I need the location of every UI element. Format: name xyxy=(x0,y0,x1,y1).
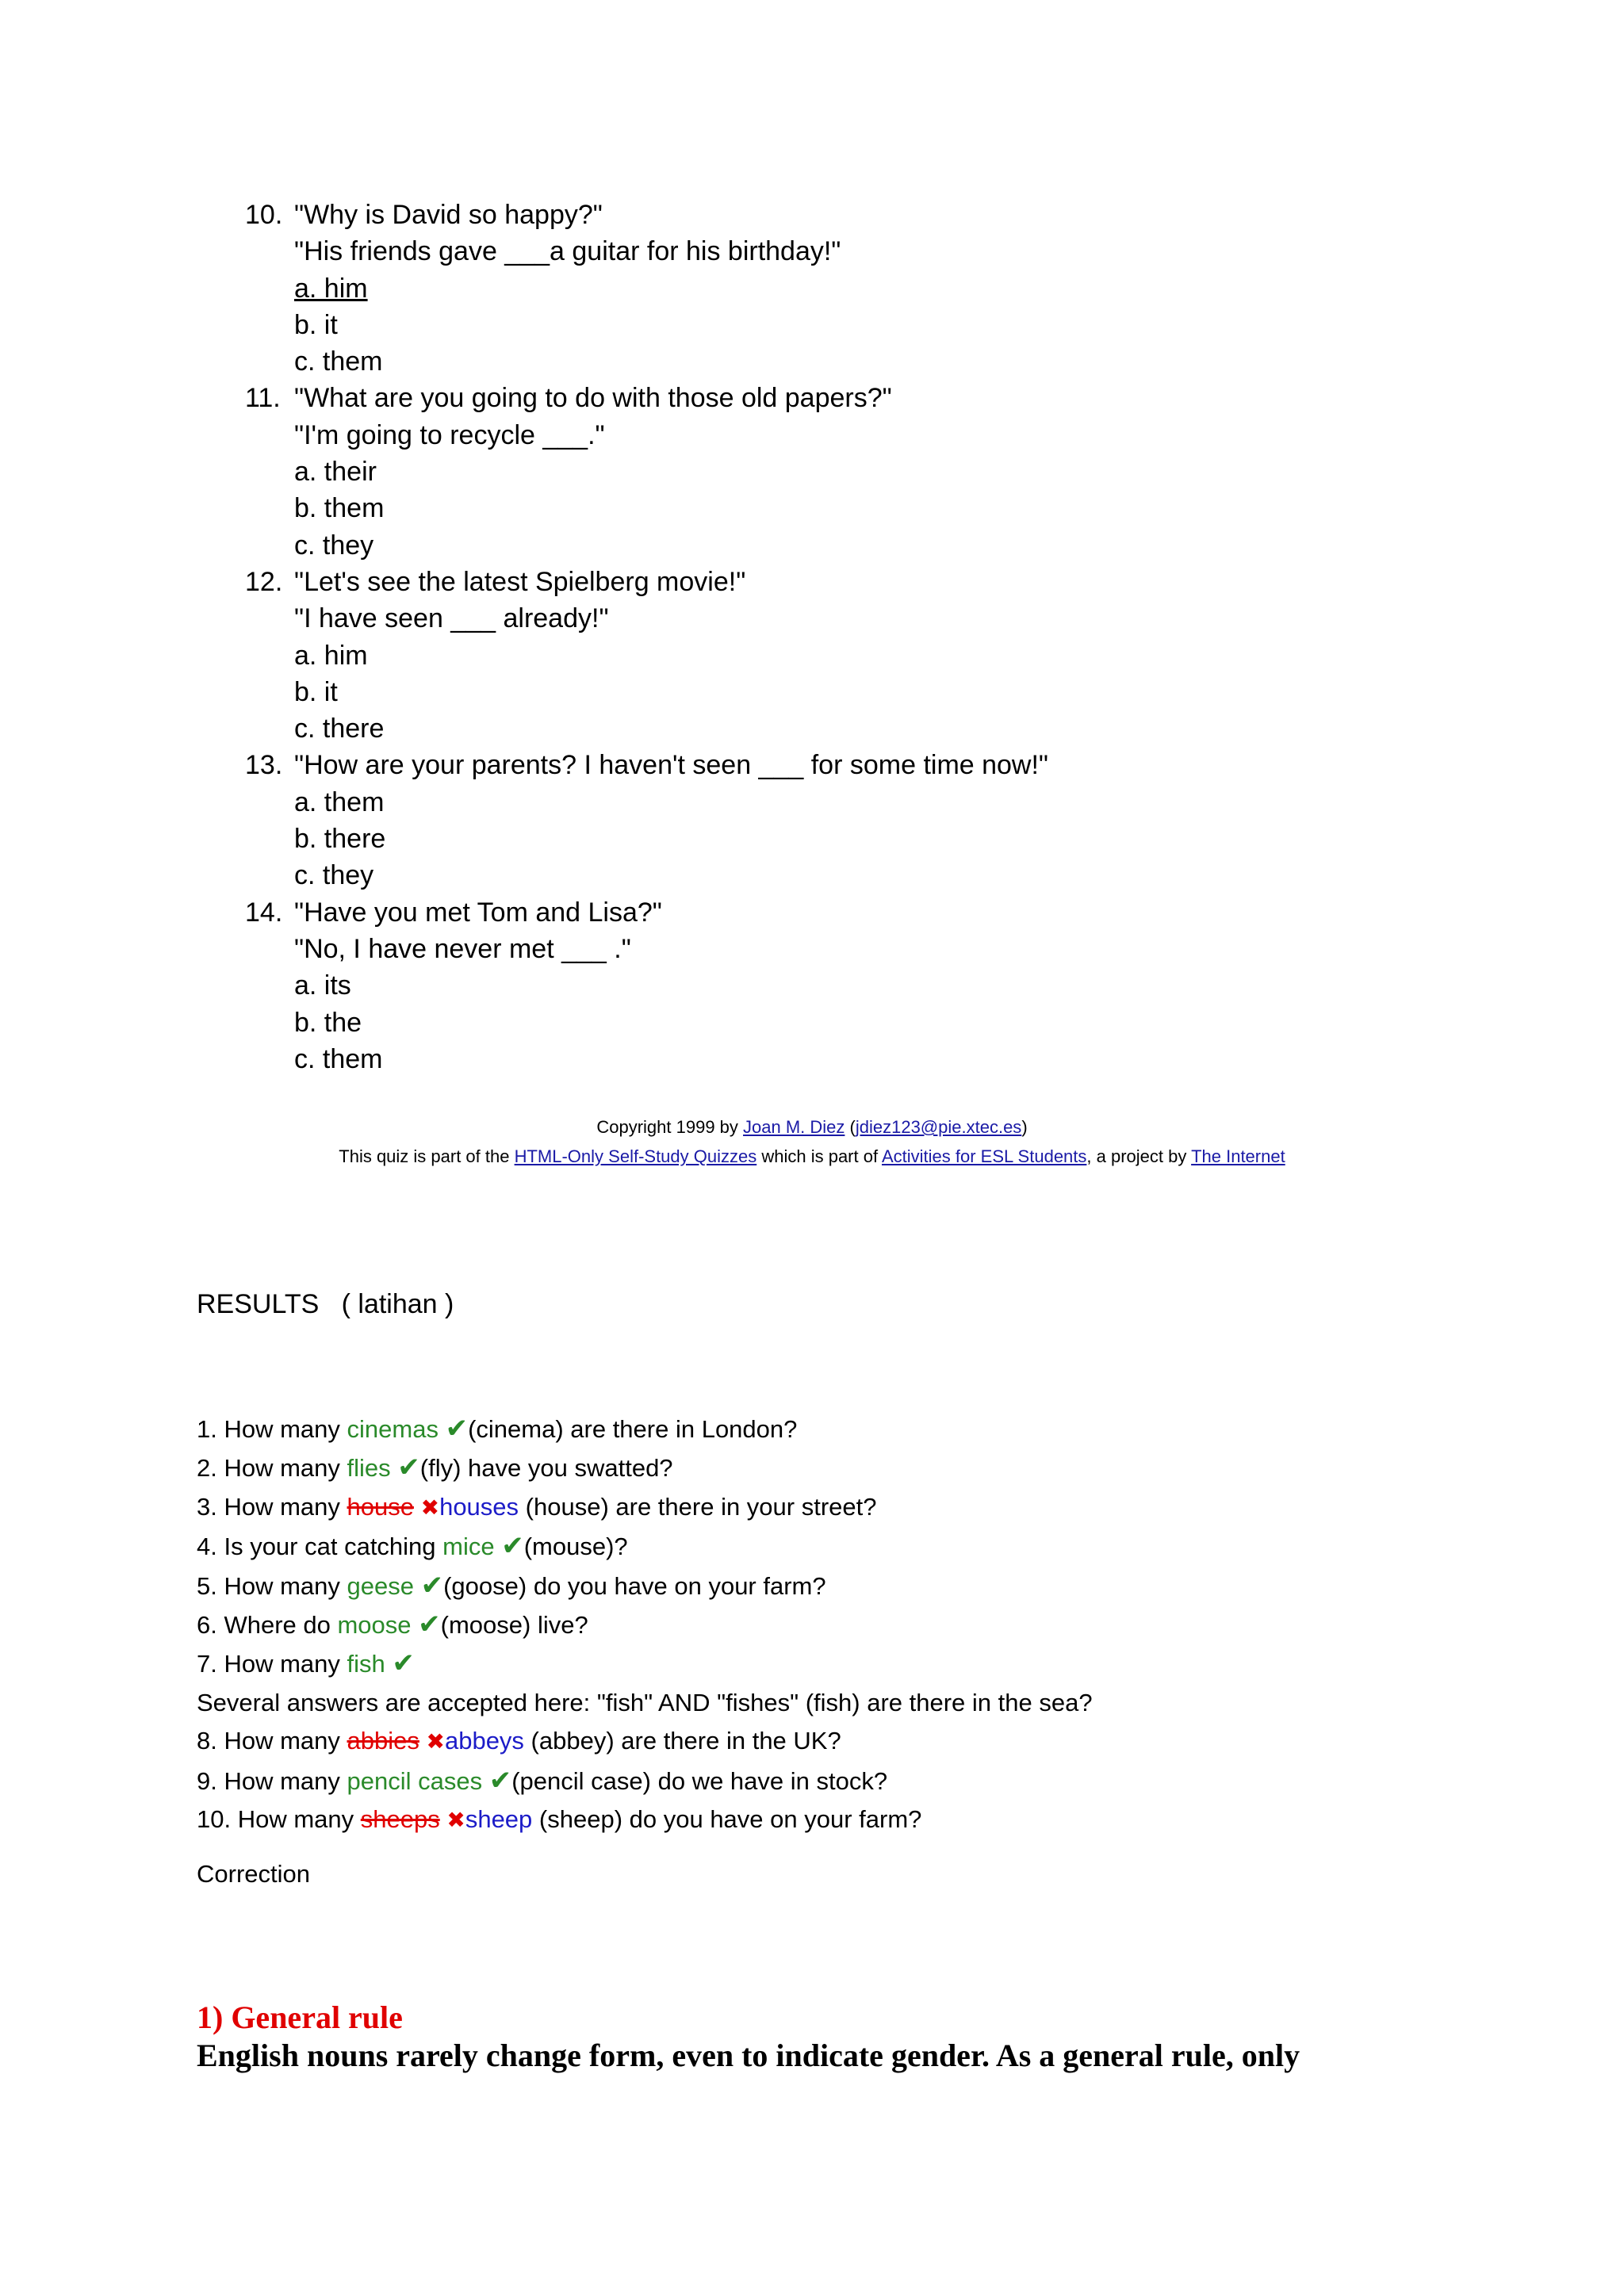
result-row: 3. How many house ✖houses (house) are there in your street? xyxy=(197,1492,877,1521)
check-icon: ✔ xyxy=(418,1609,441,1640)
check-icon: ✔ xyxy=(420,1570,444,1601)
correction-label: Correction xyxy=(197,1860,310,1888)
result-row: 5. How many geese ✔(goose) do you have on your farm? xyxy=(197,1570,826,1601)
question-14 xyxy=(245,894,1048,1077)
question-number: 10. xyxy=(245,200,283,230)
correct-answer: fish xyxy=(347,1650,385,1678)
question-text: "No, I have never met ___ ." xyxy=(294,933,631,964)
cross-icon: ✖ xyxy=(426,1729,445,1755)
check-icon: ✔ xyxy=(392,1648,415,1679)
internet-link[interactable]: The Internet xyxy=(1191,1146,1285,1166)
option-a[interactable]: a. them xyxy=(294,786,385,817)
option-c[interactable]: c. there xyxy=(294,714,385,744)
correct-answer: moose xyxy=(337,1611,412,1640)
option-c[interactable]: c. them xyxy=(294,1043,383,1074)
author-link[interactable]: Joan M. Diez xyxy=(743,1117,845,1137)
result-note: Several answers are accepted here: "fish" AND "fishes" (fish) are there in the sea? xyxy=(197,1688,1093,1716)
option-b[interactable]: b. there xyxy=(294,824,386,855)
check-icon: ✔ xyxy=(445,1414,469,1444)
option-b[interactable]: b. it xyxy=(294,676,338,707)
option-a[interactable]: a. its xyxy=(294,970,351,1001)
result-row: 9. How many pencil cases ✔(pencil case) do we have in stock? xyxy=(197,1765,888,1796)
copyright-text: Copyright 1999 by xyxy=(596,1117,744,1137)
cross-icon: ✖ xyxy=(446,1808,465,1833)
copyright-line xyxy=(0,1112,1624,1142)
question-number: 12. xyxy=(245,566,283,597)
option-c[interactable]: c. they xyxy=(294,860,374,891)
option-a[interactable]: a. him xyxy=(294,273,368,304)
question-text: "What are you going to do with those old papers?" xyxy=(294,383,892,414)
question-text: "Let's see the latest Spielberg movie!" xyxy=(294,566,746,597)
question-text: "I have seen ___ already!" xyxy=(294,603,609,634)
question-text: "Why is David so happy?" xyxy=(294,200,603,230)
results-title: RESULTS ( latihan ) xyxy=(197,1289,454,1319)
result-row: 8. How many abbies ✖abbeys (abbey) are there in the UK? xyxy=(197,1727,841,1755)
option-b[interactable]: b. them xyxy=(294,493,385,524)
question-number: 14. xyxy=(245,897,283,928)
option-a[interactable]: a. him xyxy=(294,640,368,671)
option-b[interactable]: b. the xyxy=(294,1007,362,1038)
correct-answer: pencil cases xyxy=(347,1766,483,1795)
check-icon: ✔ xyxy=(488,1765,512,1796)
correct-answer: mice xyxy=(442,1533,495,1561)
wrong-answer: house xyxy=(347,1492,414,1521)
project-text: , a project by xyxy=(1086,1146,1192,1166)
result-row: 7. How many fish ✔ xyxy=(197,1648,415,1679)
result-row: 10. How many sheeps ✖sheep (sheep) do you have on your farm? xyxy=(197,1805,922,1834)
project-text: This quiz is part of the xyxy=(339,1146,515,1166)
corrected-answer: abbeys xyxy=(444,1727,524,1755)
question-text: "His friends gave ___a guitar for his birthday!" xyxy=(294,236,841,267)
question-10 xyxy=(245,197,1048,380)
quizzes-link[interactable]: HTML-Only Self-Study Quizzes xyxy=(514,1146,757,1166)
wrong-answer: sheeps xyxy=(360,1805,440,1834)
paren-open: ( xyxy=(845,1117,856,1137)
option-c[interactable]: c. them xyxy=(294,346,383,377)
option-b[interactable]: b. it xyxy=(294,309,338,340)
question-text: "I'm going to recycle ___." xyxy=(294,419,605,450)
corrected-answer: houses xyxy=(439,1492,519,1521)
correct-answer: geese xyxy=(347,1571,414,1600)
result-row: 4. Is your cat catching mice ✔(mouse)? xyxy=(197,1531,628,1562)
check-icon: ✔ xyxy=(397,1452,420,1483)
project-text: which is part of xyxy=(756,1146,882,1166)
paren-close: ) xyxy=(1021,1117,1028,1137)
question-12 xyxy=(245,564,1048,747)
check-icon: ✔ xyxy=(501,1531,524,1562)
correct-answer: flies xyxy=(347,1454,391,1483)
option-c[interactable]: c. they xyxy=(294,530,374,561)
question-number: 11. xyxy=(245,383,281,414)
question-13 xyxy=(245,747,1048,894)
result-row: 2. How many flies ✔(fly) have you swatted? xyxy=(197,1452,673,1483)
quiz-questions xyxy=(245,197,1048,1077)
cross-icon: ✖ xyxy=(420,1494,440,1520)
question-text: "Have you met Tom and Lisa?" xyxy=(294,897,662,928)
results-list xyxy=(197,1410,1093,1839)
result-row: 1. How many cinemas ✔(cinema) are there in London? xyxy=(197,1414,798,1444)
rule-title: 1) General rule xyxy=(197,1999,403,2035)
option-a[interactable]: a. their xyxy=(294,457,377,488)
project-line xyxy=(0,1142,1624,1171)
result-row: 6. Where do moose ✔(moose) live? xyxy=(197,1609,588,1640)
correct-answer: cinemas xyxy=(347,1415,439,1443)
wrong-answer: abbies xyxy=(347,1727,419,1755)
question-text: "How are your parents? I haven't seen ___ for some time now!" xyxy=(294,750,1049,781)
question-11 xyxy=(245,380,1048,563)
email-link[interactable]: jdiez123@pie.xtec.es xyxy=(855,1117,1022,1137)
activities-link[interactable]: Activities for ESL Students xyxy=(881,1146,1087,1166)
question-number: 13. xyxy=(245,750,283,781)
rule-text: English nouns rarely change form, even to indicate gender. As a general rule, only xyxy=(197,2038,1300,2073)
corrected-answer: sheep xyxy=(465,1805,533,1834)
